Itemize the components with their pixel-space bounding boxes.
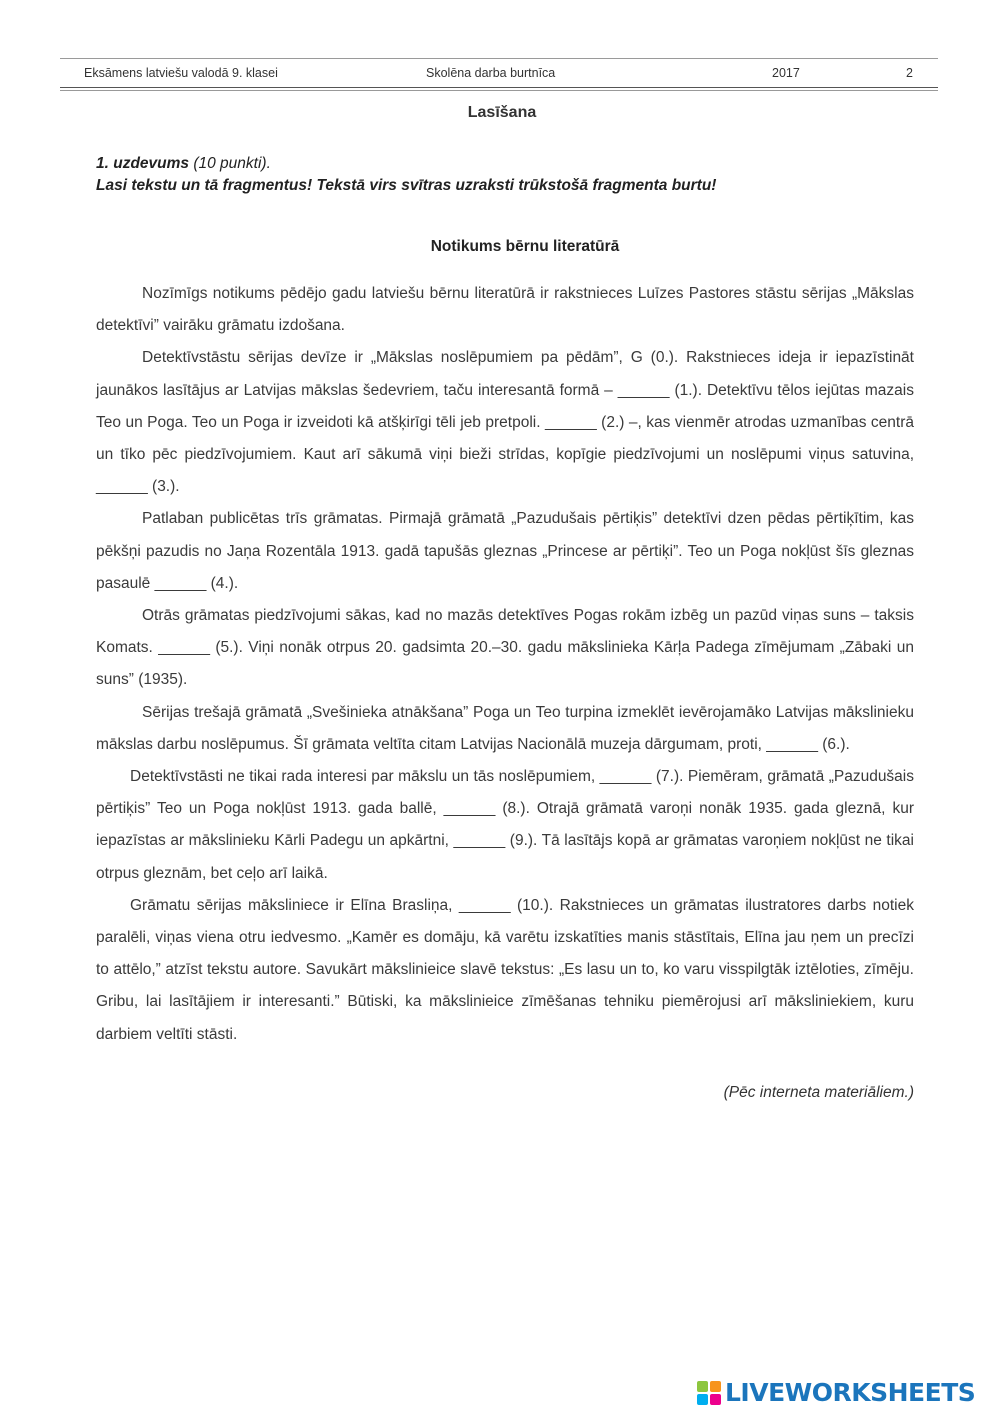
paragraph: Detektīvstāsti ne tikai rada interesi par mākslu un tās noslēpumiem, ______ (7.). Piemēram, grāmatā „Pazudušais pērtiķis” Teo un Poga nokļūst 1913. gada ballē, ______ (8.). Otrajā grāmatā varoņi nonāk 1935. gada gleznā, kur iepazīstas ar mākslinieku Kārli Padegu un apkārtni, ______ (9.). Tā lasītājs kopā ar grāmatas varoņiem nokļūst ne tikai otrpus gleznām, bet ceļo arī laikā. xyxy=(96,768,914,882)
header-year: 2017 xyxy=(772,66,800,80)
header-top-rule xyxy=(60,58,938,59)
paragraph: Detektīvstāstu sērijas devīze ir „Mākslas noslēpumiem pa pēdām”, G (0.). Rakstnieces ideja ir iepazīstināt jaunākos lasītājus ar Latvijas mākslas šedevriem, taču interesantā formā – ______ (1.). Detektīvu tēlos iejūtas mazais Teo un Poga. Teo un Poga ir izveidoti kā atšķirīgi tēli jeb pretpoli. ______ (2.) –, kas vienmēr atrodas uzmanības centrā un tīko pēc piedzīvojumiem. Kaut arī sākumā viņi bieži strīdas, kopīgie piedzīvojumi un noslēpumi viņus satuvina, ______ (3.). xyxy=(96,349,914,496)
text-title: Notikums bērnu literatūrā xyxy=(430,238,620,255)
logo-square xyxy=(710,1394,721,1405)
header-bottom-rule-thin xyxy=(60,90,938,91)
task-points: (10 punkti). xyxy=(189,155,271,172)
page-header xyxy=(60,58,938,88)
task-heading xyxy=(96,155,271,173)
source-note: (Pēc interneta materiāliem.) xyxy=(723,1084,914,1101)
logo-square xyxy=(697,1381,708,1392)
logo-text: LIVEWORKSHEETS xyxy=(725,1378,976,1407)
header-booklet-title: Skolēna darba burtnīca xyxy=(426,66,556,80)
paragraph: Grāmatu sērijas māksliniece ir Elīna Brasliņa, ______ (10.). Rakstnieces un grāmatas ilustratores darbs notiek paralēli, viņas viena otru iedvesmo. „Kamēr es domāju, kā varētu izskatīties manis stāstītais, Elīna jau ņem un precīzi to attēlo,” atzīst tekstu autore. Savukārt mākslinieice slavē tekstus: „Es lasu un to, ko varu visspilgtāk iztēloties, zīmēju. Gribu, lai lasītājiem ir interesanti.” Būtiski, ka mākslinieice zīmēšanas tehniku piemērojusi arī māksliniekiem, kuru darbiem veltīti stāsti. xyxy=(96,896,914,1043)
paragraph: Patlaban publicētas trīs grāmatas. Pirmajā grāmatā „Pazudušais pērtiķis” detektīvi dzen pēdas pērtiķītim, kas pēkšņi pazudis no Jaņa Rozentāla 1913. gadā tapušās gleznas „Princese ar pērtiķi”. Teo un Poga nokļūst šīs gleznas pasaulē ______ (4.). xyxy=(96,510,914,592)
paragraph: Otrās grāmatas piedzīvojumi sākas, kad no mazās detektīves Pogas rokām izbēg un pazūd viņas suns – taksis Komats. ______ (5.). Viņi nonāk otrpus 20. gadsimta 20.–30. gadu mākslinieka Kārļa Padega zīmējumam „Zābaki un suns” (1935). xyxy=(96,607,914,689)
section-title: Lasīšana xyxy=(467,104,537,121)
logo-square xyxy=(697,1394,708,1405)
task-instruction: Lasi tekstu un tā fragmentus! Tekstā virs svītras uzraksti trūkstošā fragmenta burtu! xyxy=(96,177,717,194)
header-exam-title: Eksāmens latviešu valodā 9. klasei xyxy=(84,66,278,80)
header-bottom-rule xyxy=(60,87,938,88)
logo-square xyxy=(710,1381,721,1392)
logo-squares-icon xyxy=(697,1381,721,1405)
task-number: 1. uzdevums xyxy=(96,155,190,172)
paragraph: Nozīmīgs notikums pēdējo gadu latviešu bērnu literatūrā ir rakstnieces Luīzes Pastores stāstu sērijas „Mākslas detektīvi” vairāku grāmatu izdošana. xyxy=(96,285,914,335)
header-page-number: 2 xyxy=(906,66,913,80)
paragraph: Sērijas trešajā grāmatā „Svešinieka atnākšana” Poga un Teo turpina izmeklēt ievērojamāko Latvijas mākslinieku mākslas darbu noslēpumus. Šī grāmata veltīta citam Latvijas Nacionālā muzeja dārgumam, proti, ______ (6.). xyxy=(96,703,914,753)
liveworksheets-logo[interactable] xyxy=(697,1379,975,1407)
article-body xyxy=(96,278,914,1051)
